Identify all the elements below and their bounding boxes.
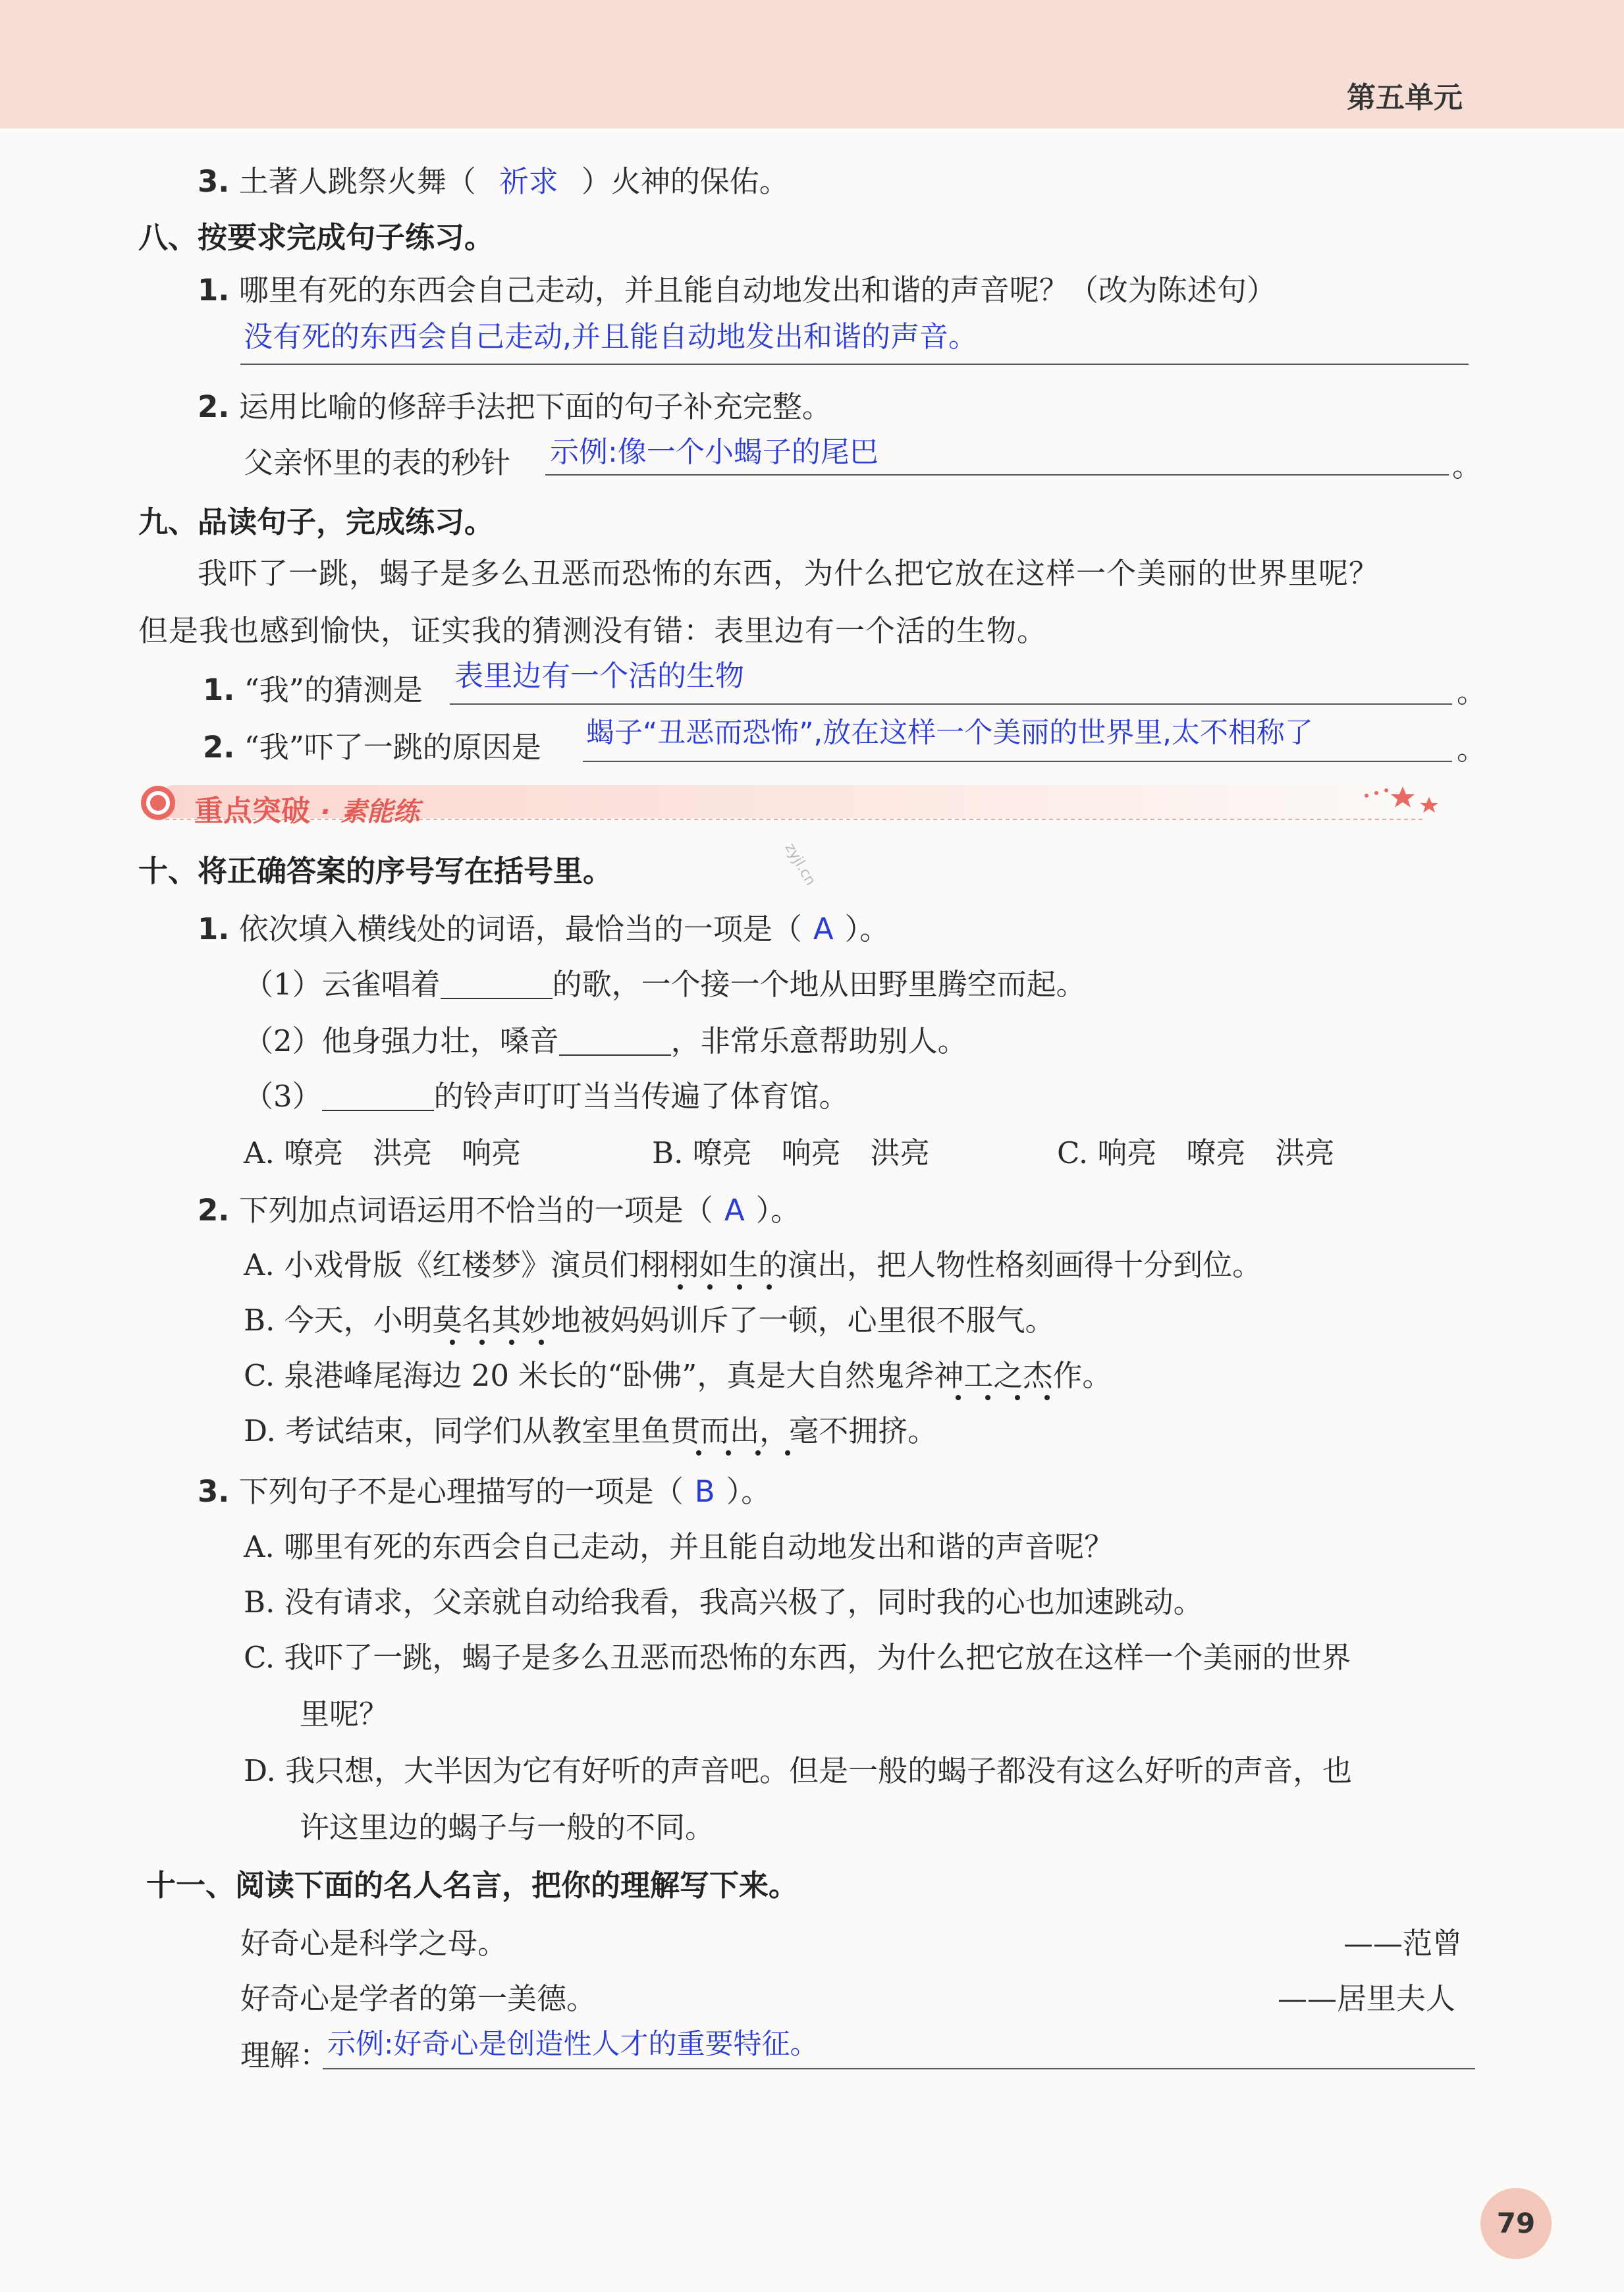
sec9-q1-answer: 表里边有一个活的生物 (454, 659, 744, 693)
sec9-q2-num: 2. (203, 730, 235, 765)
sec8-q2-answer-line (545, 474, 1449, 476)
section-band-title (194, 787, 420, 829)
sec11-quote2: 好奇心是学者的第一美德。 (240, 1981, 597, 2016)
watermark: zyjl.cn (781, 840, 819, 888)
sec10-title: 十、将正确答案的序号写在括号里。 (138, 854, 613, 888)
sec10-q1-s3 (244, 1079, 849, 1114)
sec11-label: 理解： (240, 2038, 330, 2073)
section-band-subtitle: 素能练 (340, 797, 420, 827)
sec9-passage-line1: 我吓了一跳，蝎子是多么丑恶而恐怖的东西，为什么把它放在这样一个美丽的世界里呢？ (198, 556, 1380, 591)
sec9-q1 (203, 672, 423, 707)
sec8-q2-text: 运用比喻的修辞手法把下面的句子补充完整。 (238, 389, 832, 424)
sec10-q1 (198, 914, 889, 944)
sec9-q2-end: 。 (1457, 732, 1487, 767)
sec10-q1-before: 依次填入横线处的词语，最恰当的一项是（ (238, 912, 802, 946)
sec10-q1-optB: B. 嘹亮 响亮 洪亮 (652, 1135, 930, 1170)
sec9-q1-prefix: “我”的猜测是 (244, 672, 423, 707)
sec10-q2-optC: C. 泉港峰尾海边 20 米长的“卧佛”，真是大自然鬼斧神工之杰作。 (244, 1358, 1112, 1393)
sec10-q3 (198, 1474, 771, 1509)
sec10-q3-optD2: 许这里边的蝎子与一般的不同。 (300, 1810, 715, 1845)
sec10-q2-before: 下列加点词语运用不恰当的一项是（ (238, 1193, 713, 1228)
sec8-q1-answer-line (240, 364, 1469, 365)
section-band-title-text: 重点突破 (194, 794, 310, 828)
sec11-answer-line (323, 2068, 1475, 2069)
sec8-q1-num: 1. (198, 273, 230, 308)
sec8-q2-prefix: 父亲怀里的表的秒针 (244, 445, 511, 480)
page-number: 79 (1480, 2188, 1552, 2259)
sec10-q1-s2 (244, 1023, 967, 1058)
sec9-q1-end: 。 (1457, 674, 1487, 709)
sec10-q1-s2-pre: （2）他身强力壮，嗓音 (244, 1023, 559, 1058)
sec10-q2-optA: A. 小戏骨版《红楼梦》演员们栩栩如生的演出，把人物性格刻画得十分到位。 (244, 1247, 1262, 1282)
q7-3-answer: 祈求 (499, 164, 558, 199)
header-band (0, 0, 1624, 128)
sec10-q1-s1-post: 的歌，一个接一个地从田野里腾空而起。 (552, 967, 1086, 1002)
blank-line (322, 1083, 434, 1111)
sec10-q3-after: ）。 (726, 1474, 771, 1509)
sec8-title: 八、按要求完成句子练习。 (138, 220, 495, 255)
q7-3-text-after: ）火神的保佑。 (581, 164, 789, 199)
sec8-q2-end: 。 (1452, 449, 1482, 483)
sec11-answer: 示例:好奇心是创造性人才的重要特征。 (327, 2028, 819, 2061)
sec11-author1: ——范曾 (1343, 1926, 1463, 1961)
sec9-q2-answer: 蝎子“丑恶而恐怖”,放在这样一个美丽的世界里,太不相称了 (586, 717, 1313, 750)
sec10-q1-after: ）。 (844, 912, 890, 946)
sec8-q2-answer: 示例:像一个小蝎子的尾巴 (550, 435, 879, 469)
section-band-dot: · (320, 797, 331, 827)
sec10-q1-s2-post: ，非常乐意帮助别人。 (670, 1023, 967, 1058)
sec10-q3-optB: B. 没有请求，父亲就自动给我看，我高兴极了，同时我的心也加速跳动。 (244, 1585, 1203, 1620)
sec10-q1-optC: C. 响亮 嘹亮 洪亮 (1057, 1135, 1335, 1170)
sec10-q3-optA: A. 哪里有死的东西会自己走动，并且能自动地发出和谐的声音呢？ (244, 1529, 1114, 1564)
sec11-title: 十一、阅读下面的名人名言，把你的理解写下来。 (146, 1868, 799, 1903)
sec9-q1-answer-line (450, 703, 1452, 705)
sec8-q1-answer: 没有死的东西会自己走动,并且能自动地发出和谐的声音。 (244, 320, 977, 354)
sec8-q2-num: 2. (198, 389, 230, 424)
q7-3-text-before: 土著人跳祭火舞（ (238, 164, 476, 199)
flower-icon (141, 786, 175, 820)
unit-label: 第五单元 (1347, 81, 1463, 115)
sec11-author2: ——居里夫人 (1278, 1981, 1456, 2016)
sec10-q1-num: 1. (198, 912, 230, 946)
sec10-q2-optB: B. 今天，小明莫名其妙地被妈妈训斥了一顿，心里很不服气。 (244, 1303, 1055, 1338)
sec10-q1-s3-post: 的铃声叮叮当当传遍了体育馆。 (433, 1079, 849, 1114)
sec9-q2 (203, 730, 541, 765)
sec10-q1-s3-pre: （3） (244, 1079, 322, 1114)
sec9-q2-prefix: “我”吓了一跳的原因是 (244, 730, 541, 765)
q7-3 (198, 164, 789, 199)
sec11-quote1: 好奇心是科学之母。 (240, 1926, 508, 1961)
q7-3-num: 3. (198, 164, 230, 199)
sec10-q1-answer: A (813, 912, 834, 946)
sec10-q3-answer: B (694, 1474, 715, 1509)
sec10-q2-after: ）。 (755, 1193, 801, 1228)
sec10-q3-optC1: C. 我吓了一跳，蝎子是多么丑恶而恐怖的东西，为什么把它放在这样一个美丽的世界 (244, 1640, 1351, 1675)
sec10-q2 (198, 1193, 801, 1228)
sec9-q1-num: 1. (203, 672, 235, 707)
sec8-q1-text: 哪里有死的东西会自己走动，并且能自动地发出和谐的声音呢？（改为陈述句） (238, 273, 1276, 308)
sec8-q2 (198, 389, 832, 424)
blank-line (441, 971, 553, 999)
sec10-q3-before: 下列句子不是心理描写的一项是（ (238, 1474, 684, 1509)
sec9-q2-answer-line (583, 761, 1452, 762)
sec10-q3-optC2: 里呢？ (300, 1697, 389, 1732)
sec10-q1-optA: A. 嘹亮 洪亮 响亮 (244, 1135, 522, 1170)
sec10-q2-num: 2. (198, 1193, 230, 1228)
sec10-q1-s1 (244, 967, 1086, 1002)
sec10-q3-optD1: D. 我只想，大半因为它有好听的声音吧。但是一般的蝎子都没有这么好听的声音，也 (244, 1753, 1353, 1788)
blank-line (559, 1028, 671, 1056)
sec9-passage-line2: 但是我也感到愉快，证实我的猜测没有错：表里边有一个活的生物。 (138, 613, 1048, 648)
sec9-title: 九、品读句子，完成练习。 (138, 505, 495, 539)
sec10-q2-answer: A (724, 1193, 745, 1228)
sec10-q1-s1-pre: （1）云雀唱着 (244, 967, 441, 1002)
sec10-q2-optD: D. 考试结束，同学们从教室里鱼贯而出，毫不拥挤。 (244, 1413, 938, 1448)
sec8-q1 (198, 273, 1276, 308)
sec10-q3-num: 3. (198, 1474, 230, 1509)
